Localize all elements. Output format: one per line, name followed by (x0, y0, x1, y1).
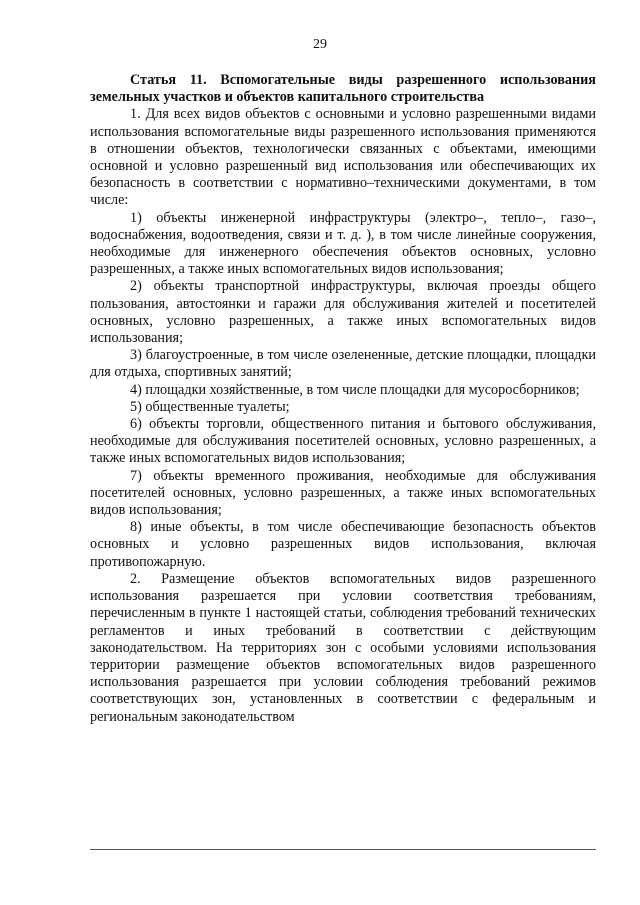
article-body (90, 72, 596, 726)
list-item-public-toilets: 5) общественные туалеты; (130, 398, 290, 415)
list-item-landscaped-areas: 3) благоустроенные, в том числе озелененные, детские площадки, площадки для отдыха, спортивных занятий; (90, 347, 596, 381)
list-item-utility-areas: 4) площадки хозяйственные, в том числе площадки для мусоросборников; (130, 381, 580, 398)
list-item-trade-services: 6) объекты торговли, общественного питания и бытового обслуживания, необходимые для обслуживания посетителей основных, условно разрешенных, а также иных вспомогательных видов использования; (90, 416, 596, 467)
list-item-transport-infrastructure: 2) объекты транспортной инфраструктуры, включая проезды общего пользования, автостоянки и гаражи для обслуживания жителей и посетителей основных, условно разрешенных, а также иных вспомогательных видов использования; (90, 278, 596, 347)
footer-divider (90, 849, 596, 850)
list-item-other-objects: 8) иные объекты, в том числе обеспечивающие безопасность объектов основных и условно разрешенных видов использования, включая противопожарную. (90, 519, 596, 570)
paragraph-clause-2: 2. Размещение объектов вспомогательных видов разрешенного использования разрешается при условии соответствия требованиям, перечисленным в пункте 1 настоящей статьи, соблюдения требований технических регламентов и иных требований в соответствии с действующим законодательством. На территориях зон с особыми условиями использования территории размещение объектов вспомогательных видов разрешенного использования разрешается при условии соблюдения требований режимов соответствующих зон, установленных в соответствии с федеральным и региональным законодательством (90, 570, 596, 725)
list-item-temporary-accommodation: 7) объекты временного проживания, необходимые для обслуживания посетителей основных, условно разрешенных, а также иных вспомогательных видов использования; (90, 467, 596, 519)
list-item-engineering-infrastructure: 1) объекты инженерной инфраструктуры (электро–, тепло–, газо–, водоснабжения, водоотведения, связи и т. д. ), в том числе линейные сооружения, необходимые для инженерного обеспечения объектов основных, условно разрешенных, а также иных вспомогательных видов использования; (90, 209, 596, 278)
page-number: 29 (313, 37, 327, 52)
paragraph-clause-1-intro: 1. Для всех видов объектов с основными и условно разрешенными видами использования вспомогательные виды разрешенного использования применяются в отношении объектов, технологически связанных с объектами, имеющими основной и условно разрешенный вид использования или обеспечивающих их безопасность в соответствии с нормативно–техническими документами, в том числе: (90, 106, 596, 209)
article-heading: Статья 11. Вспомогательные виды разрешенного использования земельных участков и объектов капитального строительства (90, 72, 596, 106)
